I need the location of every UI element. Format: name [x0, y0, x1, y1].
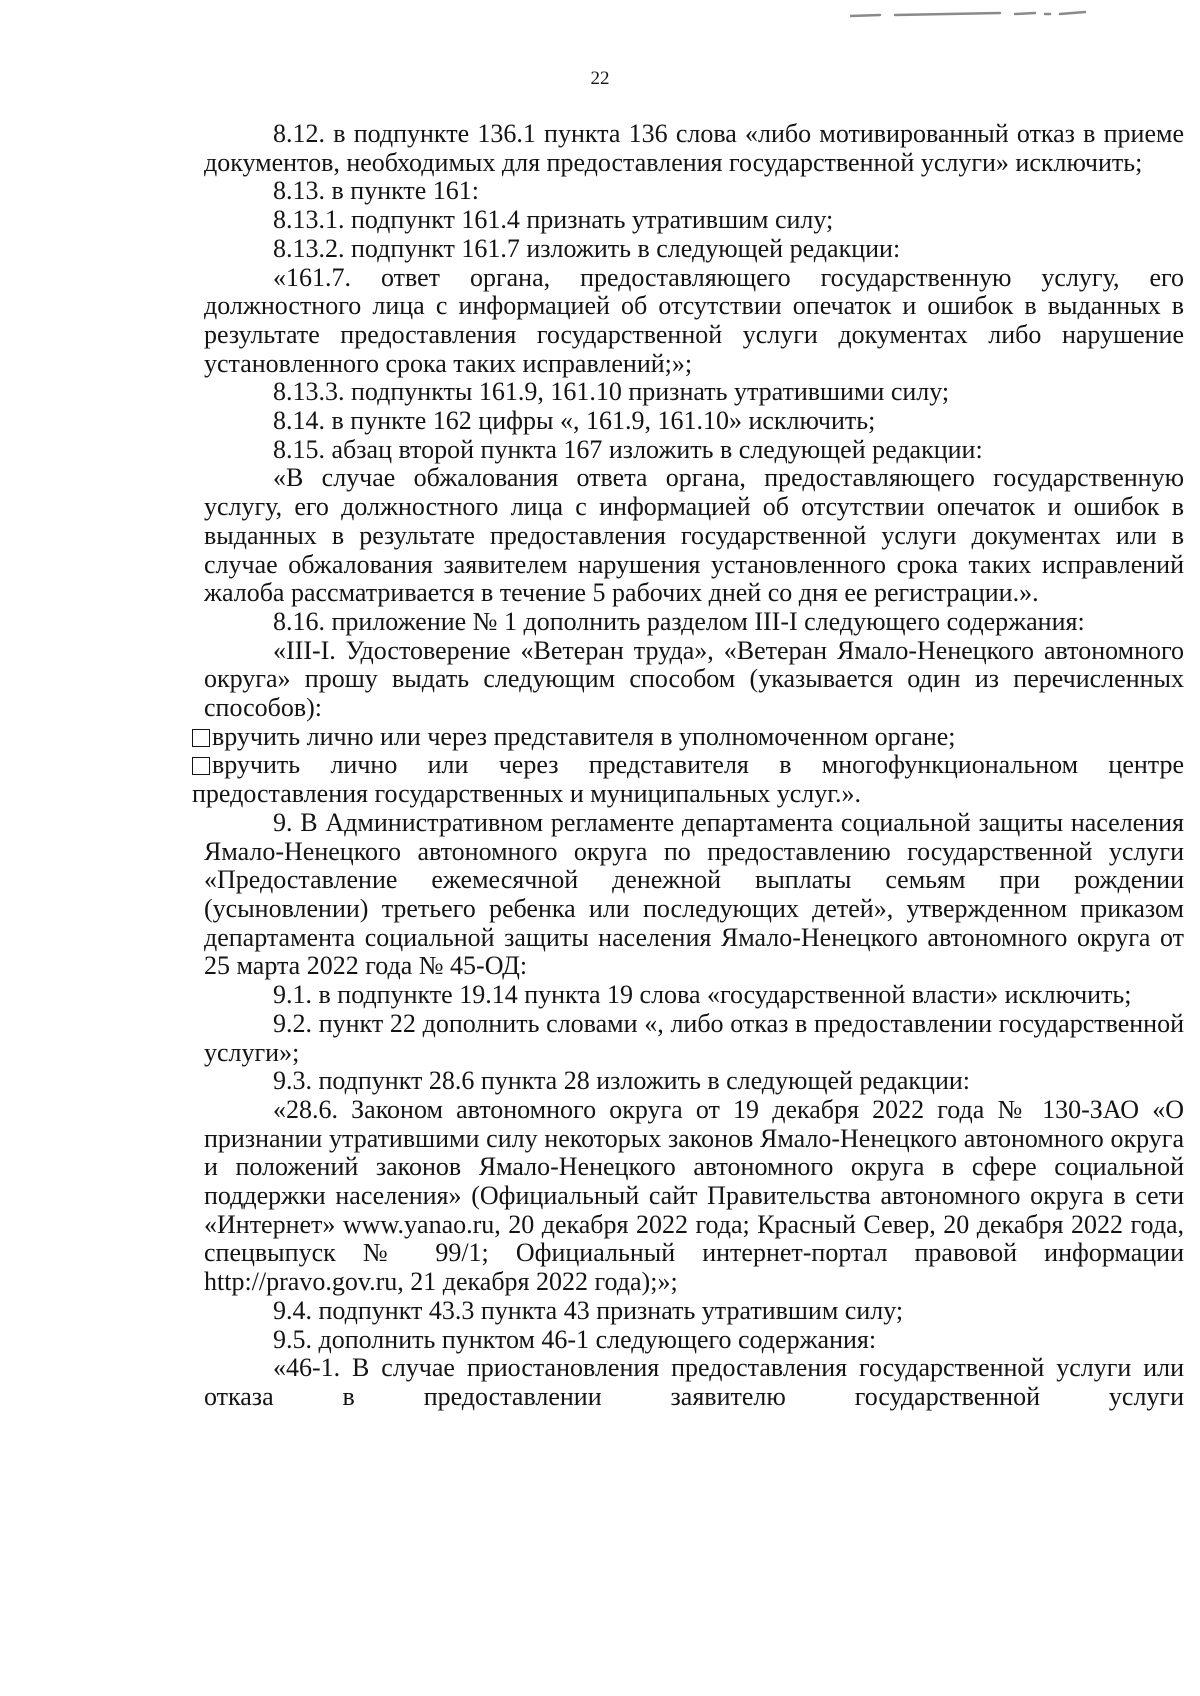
clause-9: 9. В Административном регламенте департамента социальной защиты населения Ямало-Ненецкого автономного округа по предоставлению государственной услуги «Предоставление ежемесячной денежной выплаты семьям при рождении (усыновлении) третьего ребенка или последующих детей», утвержденном приказом департамента социальной защиты населения Ямало-Ненецкого автономного округа от 25 марта 2022 года № 45-ОД:	[204, 807, 1184, 981]
page-number: 22	[590, 68, 610, 89]
clause-8-12: 8.12. в подпункте 136.1 пункта 136 слова «либо мотивированный отказ в приеме документов, необходимых для предоставления государственной услуги» исключить;	[204, 119, 1184, 177]
quote-161-7: «161.7. ответ органа, предоставляющего государственную услугу, его должностного лица с информацией об отсутствии опечаток и ошибок в выданных в результате предоставления государственной услуги документах либо нарушение установленного срока таких исправлений;»;	[204, 262, 1184, 378]
quote-28-6: «28.6. Законом автономного округа от 19 декабря 2022 года № 130-ЗАО «О признании утратившими силу некоторых законов Ямало-Ненецкого автономного округа и положений законов Ямало-Ненецкого автономного округа в сфере социальной поддержки населения» (Официальный сайт Правительства автономного округа в сети «Интернет» www.yanao.ru, 20 декабря 2022 года; Красный Север, 20 декабря 2022 года, спецвыпуск № 99/1; Официальный интернет-портал правовой информации http://pravo.gov.ru, 21 декабря 2022 года);»;	[204, 1094, 1184, 1297]
option-in-person-authority	[192, 723, 1184, 752]
option-in-person-mfc	[192, 751, 1184, 808]
clause-8-13-2: 8.13.2. подпункт 161.7 изложить в следующей редакции:	[273, 233, 901, 263]
clause-9-5: 9.5. дополнить пунктом 46-1 следующего содержания:	[273, 1324, 877, 1354]
clause-9-1: 9.1. в подпункте 19.14 пункта 19 слова «государственной власти» исключить;	[273, 980, 1132, 1010]
checkbox-icon	[192, 729, 210, 747]
clause-9-2: 9.2. пункт 22 дополнить словами «, либо отказ в предоставлении государственной услуги»;	[204, 1008, 1184, 1067]
clause-9-4: 9.4. подпункт 43.3 пункта 43 признать утратившим силу;	[273, 1295, 904, 1325]
clause-8-15: 8.15. абзац второй пункта 167 изложить в следующей редакции:	[273, 434, 983, 464]
document-body	[192, 119, 1184, 1412]
clause-8-13-1: 8.13.1. подпункт 161.4 признать утратившим силу;	[273, 205, 834, 235]
scan-artifact	[850, 10, 1090, 20]
clause-8-16: 8.16. приложение № 1 дополнить разделом III-I следующего содержания:	[273, 606, 1085, 636]
clause-8-13: 8.13. в пункте 161:	[273, 176, 480, 206]
quote-46-1: «46-1. В случае приостановления предоставления государственной услуги или отказа в предоставлении заявителю государственной услуги	[204, 1353, 1184, 1411]
clause-9-3: 9.3. подпункт 28.6 пункта 28 изложить в следующей редакции:	[273, 1066, 970, 1096]
option-label: вручить лично или через представителя в уполномоченном органе;	[212, 721, 956, 751]
option-label: вручить лично или через представителя в многофункциональном центре предоставления государственных и муниципальных услуг.».	[192, 750, 1184, 809]
clause-8-14: 8.14. в пункте 162 цифры «, 161.9, 161.10» исключить;	[273, 406, 876, 436]
quote-section-III-I: «III-I. Удостоверение «Ветеран труда», «Ветеран Ямало-Ненецкого автономного округа» прошу выдать следующим способом (указывается один из перечисленных способов):	[204, 635, 1184, 723]
clause-8-13-3: 8.13.3. подпункты 161.9, 161.10 признать утратившими силу;	[273, 377, 950, 407]
checkbox-icon	[192, 757, 210, 775]
quote-167: «В случае обжалования ответа органа, предоставляющего государственную услугу, его должностного лица с информацией об отсутствии опечаток и ошибок в выданных в результате предоставления государственной услуги документах или в случае обжалования заявителем нарушения установленного срока таких исправлений жалоба рассматривается в течение 5 рабочих дней со дня ее регистрации.».	[204, 463, 1184, 608]
